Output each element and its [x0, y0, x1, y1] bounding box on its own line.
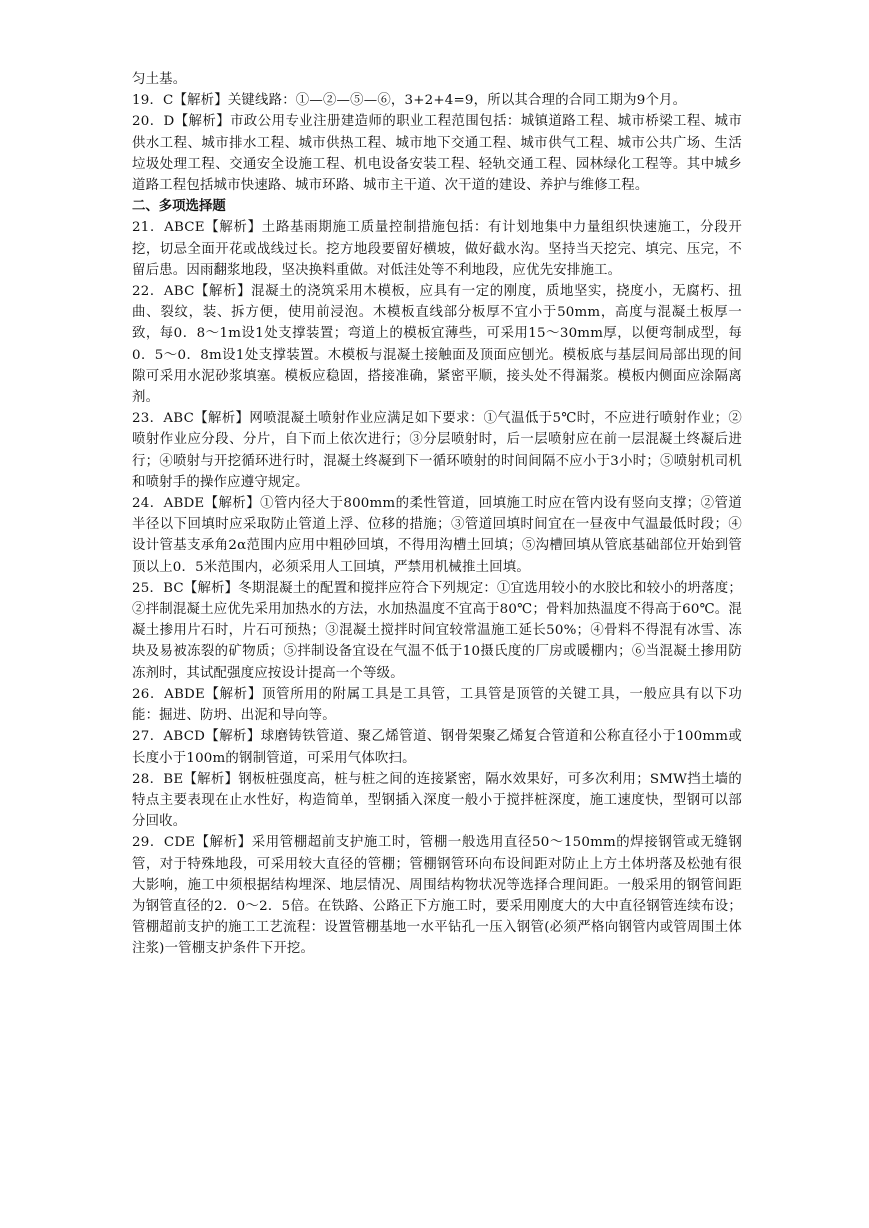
- answer-27: 27．ABCD【解析】球磨铸铁管道、聚乙烯管道、钢骨架聚乙烯复合管道和公称直径小于100mm或长度小于100m的钢制管道，可采用气体吹扫。: [132, 729, 742, 766]
- answer-19: 19．C【解析】关键线路：①—②—⑤—⑥，3+2+4=9，所以其合理的合同工期为9个月。: [132, 93, 687, 109]
- answer-21: 21．ABCE【解析】土路基雨期施工质量控制措施包括：有计划地集中力量组织快速施工，分段开挖，切忌全面开花或战线过长。挖方地段要留好横坡，做好截水沟。坚持当天挖完、填完、压完，不留后患。因雨翻浆地段，坚决换料重做。对低洼处等不利地段，应优先安排施工。: [132, 220, 742, 278]
- answer-20: 20．D【解析】市政公用专业注册建造师的职业工程范围包括：城镇道路工程、城市桥梁工程、城市供水工程、城市排水工程、城市供热工程、城市地下交通工程、城市供气工程、城市公共广场、生活垃圾处理工程、交通安全设施工程、机电设备安装工程、轻轨交通工程、园林绿化工程等。其中城乡道路工程包括城市快速路、城市环路、城市主干道、次干道的建设、养护与维修工程。: [132, 114, 742, 194]
- answer-29: 29．CDE【解析】采用管棚超前支护施工时，管棚一般选用直径50～150mm的焊接钢管或无缝钢管，对于特殊地段，可采用较大直径的管棚；管棚钢管环向布设间距对防止上方土体坍落及松弛有很大影响，施工中须根据结构埋深、地层情况、周围结构物状况等选择合理间距。一般采用的钢管间距为钢管直径的2．0～2．5倍。在铁路、公路正下方施工时，要采用刚度大的大中直径钢管连续布设；管棚超前支护的施工工艺流程：设置管棚基地一水平钻孔一压入钢管(必须严格向钢管内或管周围土体注浆)一管棚支护条件下开挖。: [132, 835, 742, 957]
- answer-22: 22．ABC【解析】混凝土的浇筑采用木模板，应具有一定的刚度，质地坚实，挠度小，无腐朽、扭曲、裂纹，装、拆方便，使用前浸泡。木模板直线部分板厚不宜小于50mm，高度与混凝土板厚一致，每0．8～1m设1处支撑装置；弯道上的模板宜薄些，可采用15～30mm厚，以便弯制成型，每0．5～0．8m设1处支撑装置。木模板与混凝土接触面及顶面应刨光。模板底与基层间局部出现的间隙可采用水泥砂浆填塞。模板应稳固，搭接准确，紧密平顺，接头处不得漏浆。模板内侧面应涂隔离剂。: [132, 284, 742, 406]
- answer-23: 23．ABC【解析】网喷混凝土喷射作业应满足如下要求：①气温低于5℃时，不应进行喷射作业；②喷射作业应分段、分片，自下而上依次进行；③分层喷射时，后一层喷射应在前一层混凝土终凝后进行；④喷射与开挖循环进行时，混凝土终凝到下一循环喷射的时间间隔不应小于3小时；⑤喷射机司机和喷射手的操作应遵守规定。: [132, 411, 742, 490]
- answer-24: 24．ABDE【解析】①管内径大于800mm的柔性管道，回填施工时应在管内设有竖向支撑；②管道半径以下回填时应采取防止管道上浮、位移的措施；③管道回填时间宜在一昼夜中气温最低时段；④设计管基支承角2α范围内应用中粗砂回填，不得用沟槽土回填；⑤沟槽回填从管底基础部位开始到管顶以上0．5米范围内，必须采用人工回填，严禁用机械推土回填。: [132, 496, 742, 575]
- section-heading: 二、多项选择题: [132, 199, 226, 215]
- answer-explanations: [132, 69, 742, 960]
- answer-25: 25．BC【解析】冬期混凝土的配置和搅拌应符合下列规定：①宜选用较小的水胶比和较小的坍落度；②拌制混凝土应优先采用加热水的方法，水加热温度不宜高于80℃；骨料加热温度不得高于60℃。混凝土掺用片石时，片石可预热；③混凝土搅拌时间宜较常温施工延长50%；④骨料不得混有冰雪、冻块及易被冻裂的矿物质；⑤拌制设备宜设在气温不低于10摄氏度的厂房或暖棚内；⑥当混凝土掺用防冻剂时，其试配强度应按设计提高一个等级。: [132, 580, 742, 681]
- answer-28: 28．BE【解析】钢板桩强度高，桩与桩之间的连接紧密，隔水效果好，可多次利用；SMW挡土墙的特点主要表现在止水性好，构造简单，型钢插入深度一般小于搅拌桩深度，施工速度快，型钢可以部分回收。: [132, 771, 742, 830]
- answer-26: 26．ABDE【解析】顶管所用的附属工具是工具管，工具管是顶管的关键工具，一般应具有以下功能：掘进、防坍、出泥和导向等。: [132, 686, 742, 724]
- paragraph-continuation: 匀土基。: [132, 72, 187, 87]
